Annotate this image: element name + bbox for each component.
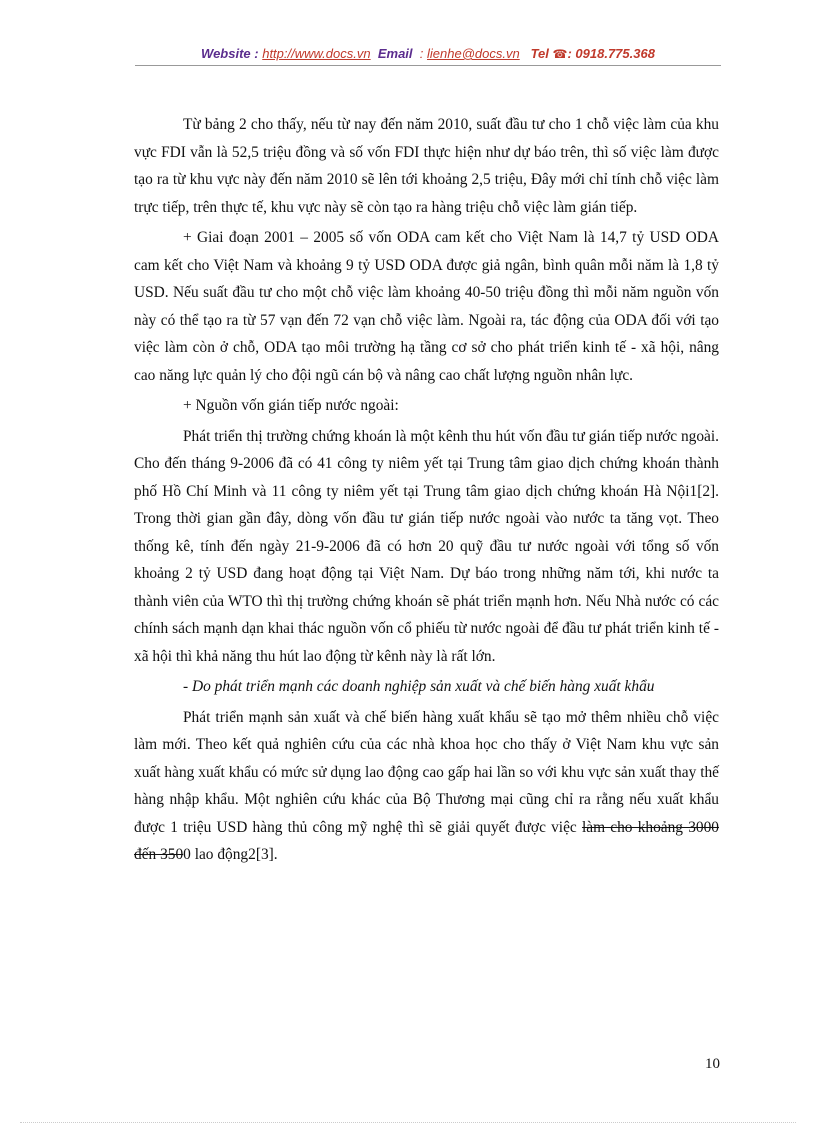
paragraph-oda: + Giai đoạn 2001 – 2005 số vốn ODA cam kết cho Việt Nam là 14,7 tỷ USD ODA cam kết cho Việt Nam và khoảng 9 tỷ USD ODA được giả ngân, bình quân mỗi năm là 1,8 tỷ USD. Nếu suất đầu tư cho một chỗ việc làm khoảng 40-50 triệu đồng thì mỗi năm nguồn vốn này có thể tạo ra từ 57 vạn đến 72 vạn chỗ việc làm. Ngoài ra, tác động của ODA đối với tạo việc làm còn ở chỗ, ODA tạo môi trường hạ tầng cơ sở cho phát triển kinh tế - xã hội, nâng cao năng lực quản lý cho đội ngũ cán bộ và nâng cao chất lượng nguồn nhân lực. [134, 229, 719, 384]
tel-separator: : [567, 46, 572, 61]
website-label: Website : [201, 46, 259, 61]
paragraph-indirect-heading: + Nguồn vốn gián tiếp nước ngoài: [183, 397, 399, 414]
paragraph-export [134, 704, 719, 869]
page-header [135, 46, 721, 61]
paragraph-stock-market: Phát triển thị trường chứng khoán là một kênh thu hút vốn đầu tư gián tiếp nước ngoài. Cho đến tháng 9-2006 đã có 41 công ty niêm yết tại Trung tâm giao dịch chứng khoán thành phố Hồ Chí Minh và 11 công ty niêm yết tại Trung tâm giao dịch chứng khoán Hà Nội1[2]. Trong thời gian gần đây, dòng vốn đầu tư gián tiếp nước ngoài vào nước ta tăng vọt. Theo thống kê, tính đến ngày 21-9-2006 đã có hơn 20 quỹ đầu tư nước ngoài với tổng số vốn khoảng 2 tỷ USD đang hoạt động tại Việt Nam. Dự báo trong những năm tới, khi nước ta thành viên của WTO thì thị trường chứng khoán sẽ phát triển mạnh hơn. Nếu Nhà nước có các chính sách mạnh dạn khai thác nguồn vốn cổ phiếu từ nước ngoài để đầu tư phát triển kinh tế - xã hội thì khả năng thu hút lao động từ kênh này là rất lớn. [134, 427, 719, 665]
email-label: Email [377, 46, 413, 61]
page-body [134, 111, 719, 872]
paragraph-export-text: Phát triển mạnh sản xuất và chế biến hàng xuất khẩu sẽ tạo mở thêm nhiều chỗ việc làm mới. Theo kết quả nghiên cứu của các nhà khoa học cho thấy ở Việt Nam khu vực sản xuất hàng xuất khẩu có mức sử dụng lao động cao gấp hai lần so với khu vực sản xuất thay thế hàng nhập khẩu. Một nghiên cứu khác của Bộ Thương mại cũng chỉ ra rằng nếu xuất khẩu được 1 triệu USD hàng thủ công mỹ nghệ thì sẽ giải quyết được việc [134, 708, 719, 836]
tel-label: Tel [530, 46, 549, 61]
email-link[interactable]: lienhe@docs.vn [427, 46, 520, 61]
email-separator: : [419, 46, 424, 61]
header-divider [135, 65, 721, 66]
website-link[interactable]: http://www.docs.vn [262, 46, 371, 61]
section-heading-export: - Do phát triển mạnh các doanh nghiệp sản xuất và chế biến hàng xuất khẩu [183, 678, 655, 695]
paragraph-export-tail: 0 lao động2[3]. [183, 846, 278, 863]
phone-icon: ☎ [552, 47, 568, 61]
struck-text: làm cho khoảng 3000 đến 350 [134, 818, 719, 863]
page-number: 10 [705, 1056, 720, 1072]
tel-number: 0918.775.368 [575, 46, 655, 61]
paragraph-fdi-jobs: Từ bảng 2 cho thấy, nếu từ nay đến năm 2010, suất đầu tư cho 1 chỗ việc làm của khu vực FDI vẫn là 52,5 triệu đồng và số vốn FDI thực hiện như dự báo trên, thì số việc làm được tạo ra từ khu vực này đến năm 2010 sẽ lên tới khoảng 2,5 triệu, Đây mới chỉ tính chỗ việc làm trực tiếp, trên thực tế, khu vực này sẽ còn tạo ra hàng triệu chỗ việc làm gián tiếp. [134, 116, 719, 216]
